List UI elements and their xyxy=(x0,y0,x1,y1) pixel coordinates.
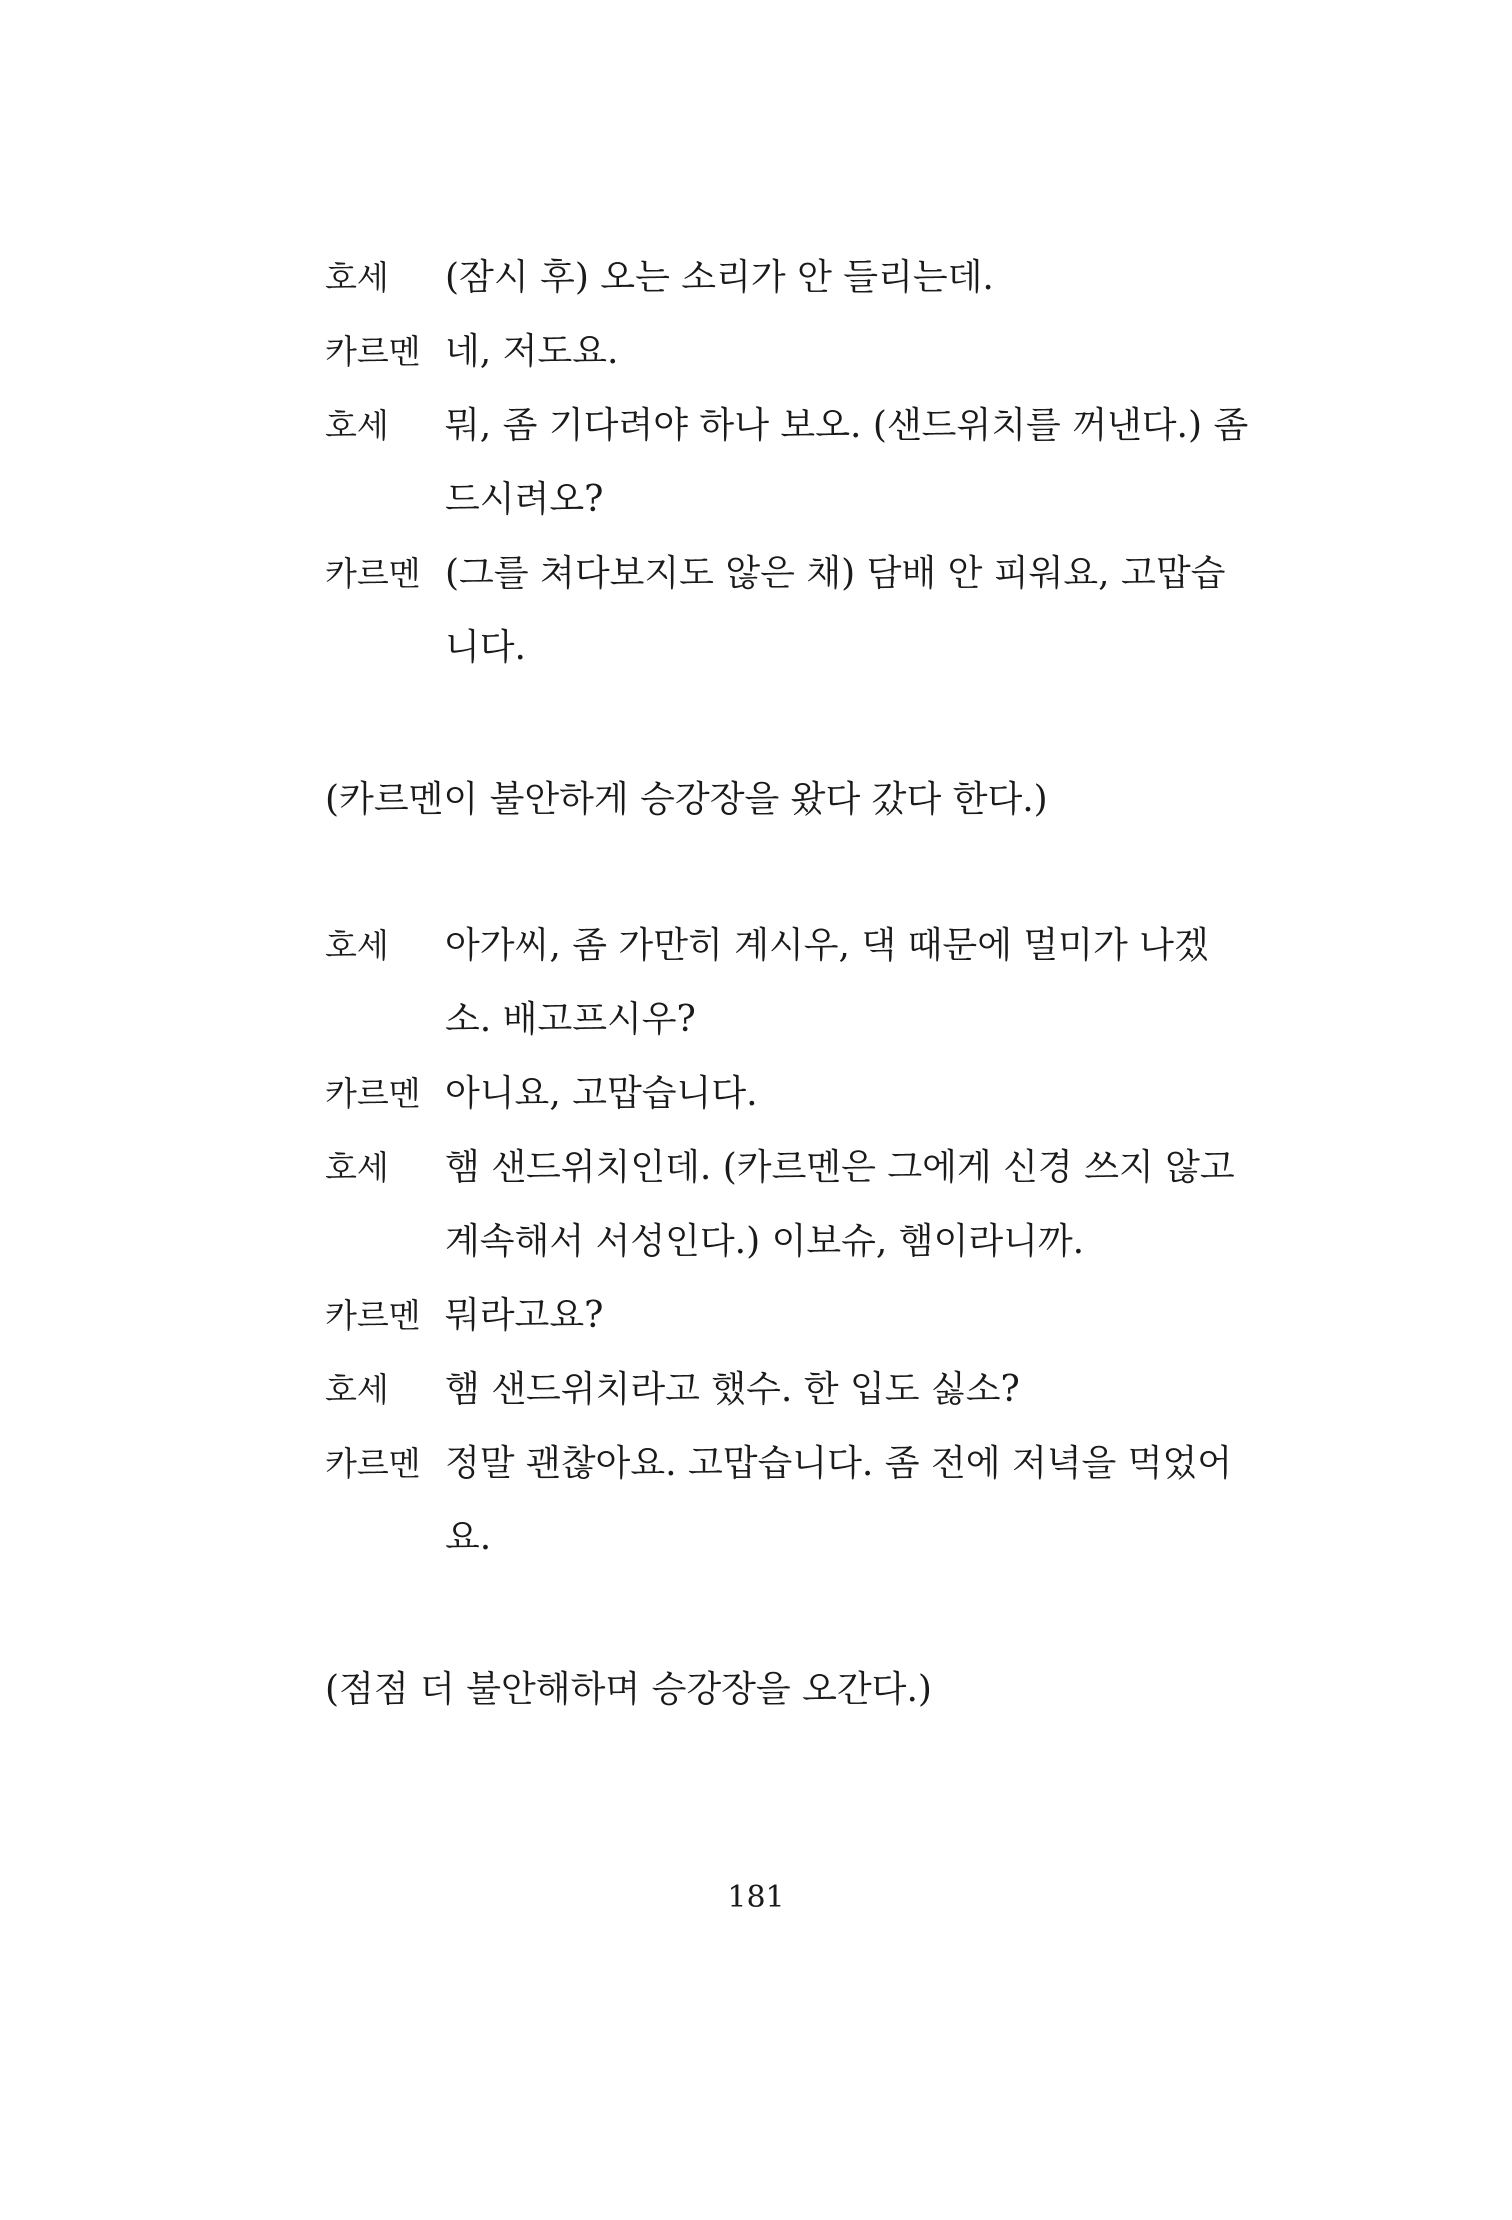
speech-line: 요. xyxy=(445,1517,492,1558)
speech-line: 니다. xyxy=(445,627,526,668)
speaker-name: 카르멘 xyxy=(325,332,421,371)
speech-line: 네, 저도요. xyxy=(445,331,619,372)
speech-line: 햄 샌드위치인데. (카르멘은 그에게 신경 쓰지 않고 xyxy=(445,1147,1235,1188)
speech-line: 아니요, 고맙습니다. xyxy=(445,1073,758,1114)
speech-line: 뭐라고요? xyxy=(445,1295,604,1336)
speech-line: 아가씨, 좀 가만히 계시우, 댁 때문에 멀미가 나겠 xyxy=(445,925,1209,966)
speaker-name: 호세 xyxy=(325,1148,389,1187)
speaker-name: 카르멘 xyxy=(325,1074,421,1113)
page-number: 181 xyxy=(727,1880,785,1915)
speaker-name: 호세 xyxy=(325,406,389,445)
speech-line: 햄 샌드위치라고 했수. 한 입도 싫소? xyxy=(445,1369,1020,1410)
speaker-name: 카르멘 xyxy=(325,1444,421,1483)
speech-line: (그를 쳐다보지도 않은 채) 담배 안 피워요, 고맙습 xyxy=(445,553,1226,594)
stage-direction: (점점 더 불안해하며 승강장을 오간다.) xyxy=(325,1669,932,1710)
speech-line: 정말 괜찮아요. 고맙습니다. 좀 전에 저녁을 먹었어 xyxy=(445,1443,1233,1484)
speaker-name: 호세 xyxy=(325,258,389,297)
speech-line: 뭐, 좀 기다려야 하나 보오. (샌드위치를 꺼낸다.) 좀 xyxy=(445,405,1249,446)
speech-line: 계속해서 서성인다.) 이보슈, 햄이라니까. xyxy=(445,1221,1085,1262)
speaker-name: 호세 xyxy=(325,926,389,965)
stage-direction: (카르멘이 불안하게 승강장을 왔다 갔다 한다.) xyxy=(325,779,1048,820)
speaker-name: 호세 xyxy=(325,1370,389,1409)
speech-line: 드시려오? xyxy=(445,479,604,520)
speech-line: 소. 배고프시우? xyxy=(445,999,696,1040)
speaker-name: 카르멘 xyxy=(325,1296,421,1335)
speaker-name: 카르멘 xyxy=(325,554,421,593)
speech-line: (잠시 후) 오는 소리가 안 들리는데. xyxy=(445,257,994,298)
